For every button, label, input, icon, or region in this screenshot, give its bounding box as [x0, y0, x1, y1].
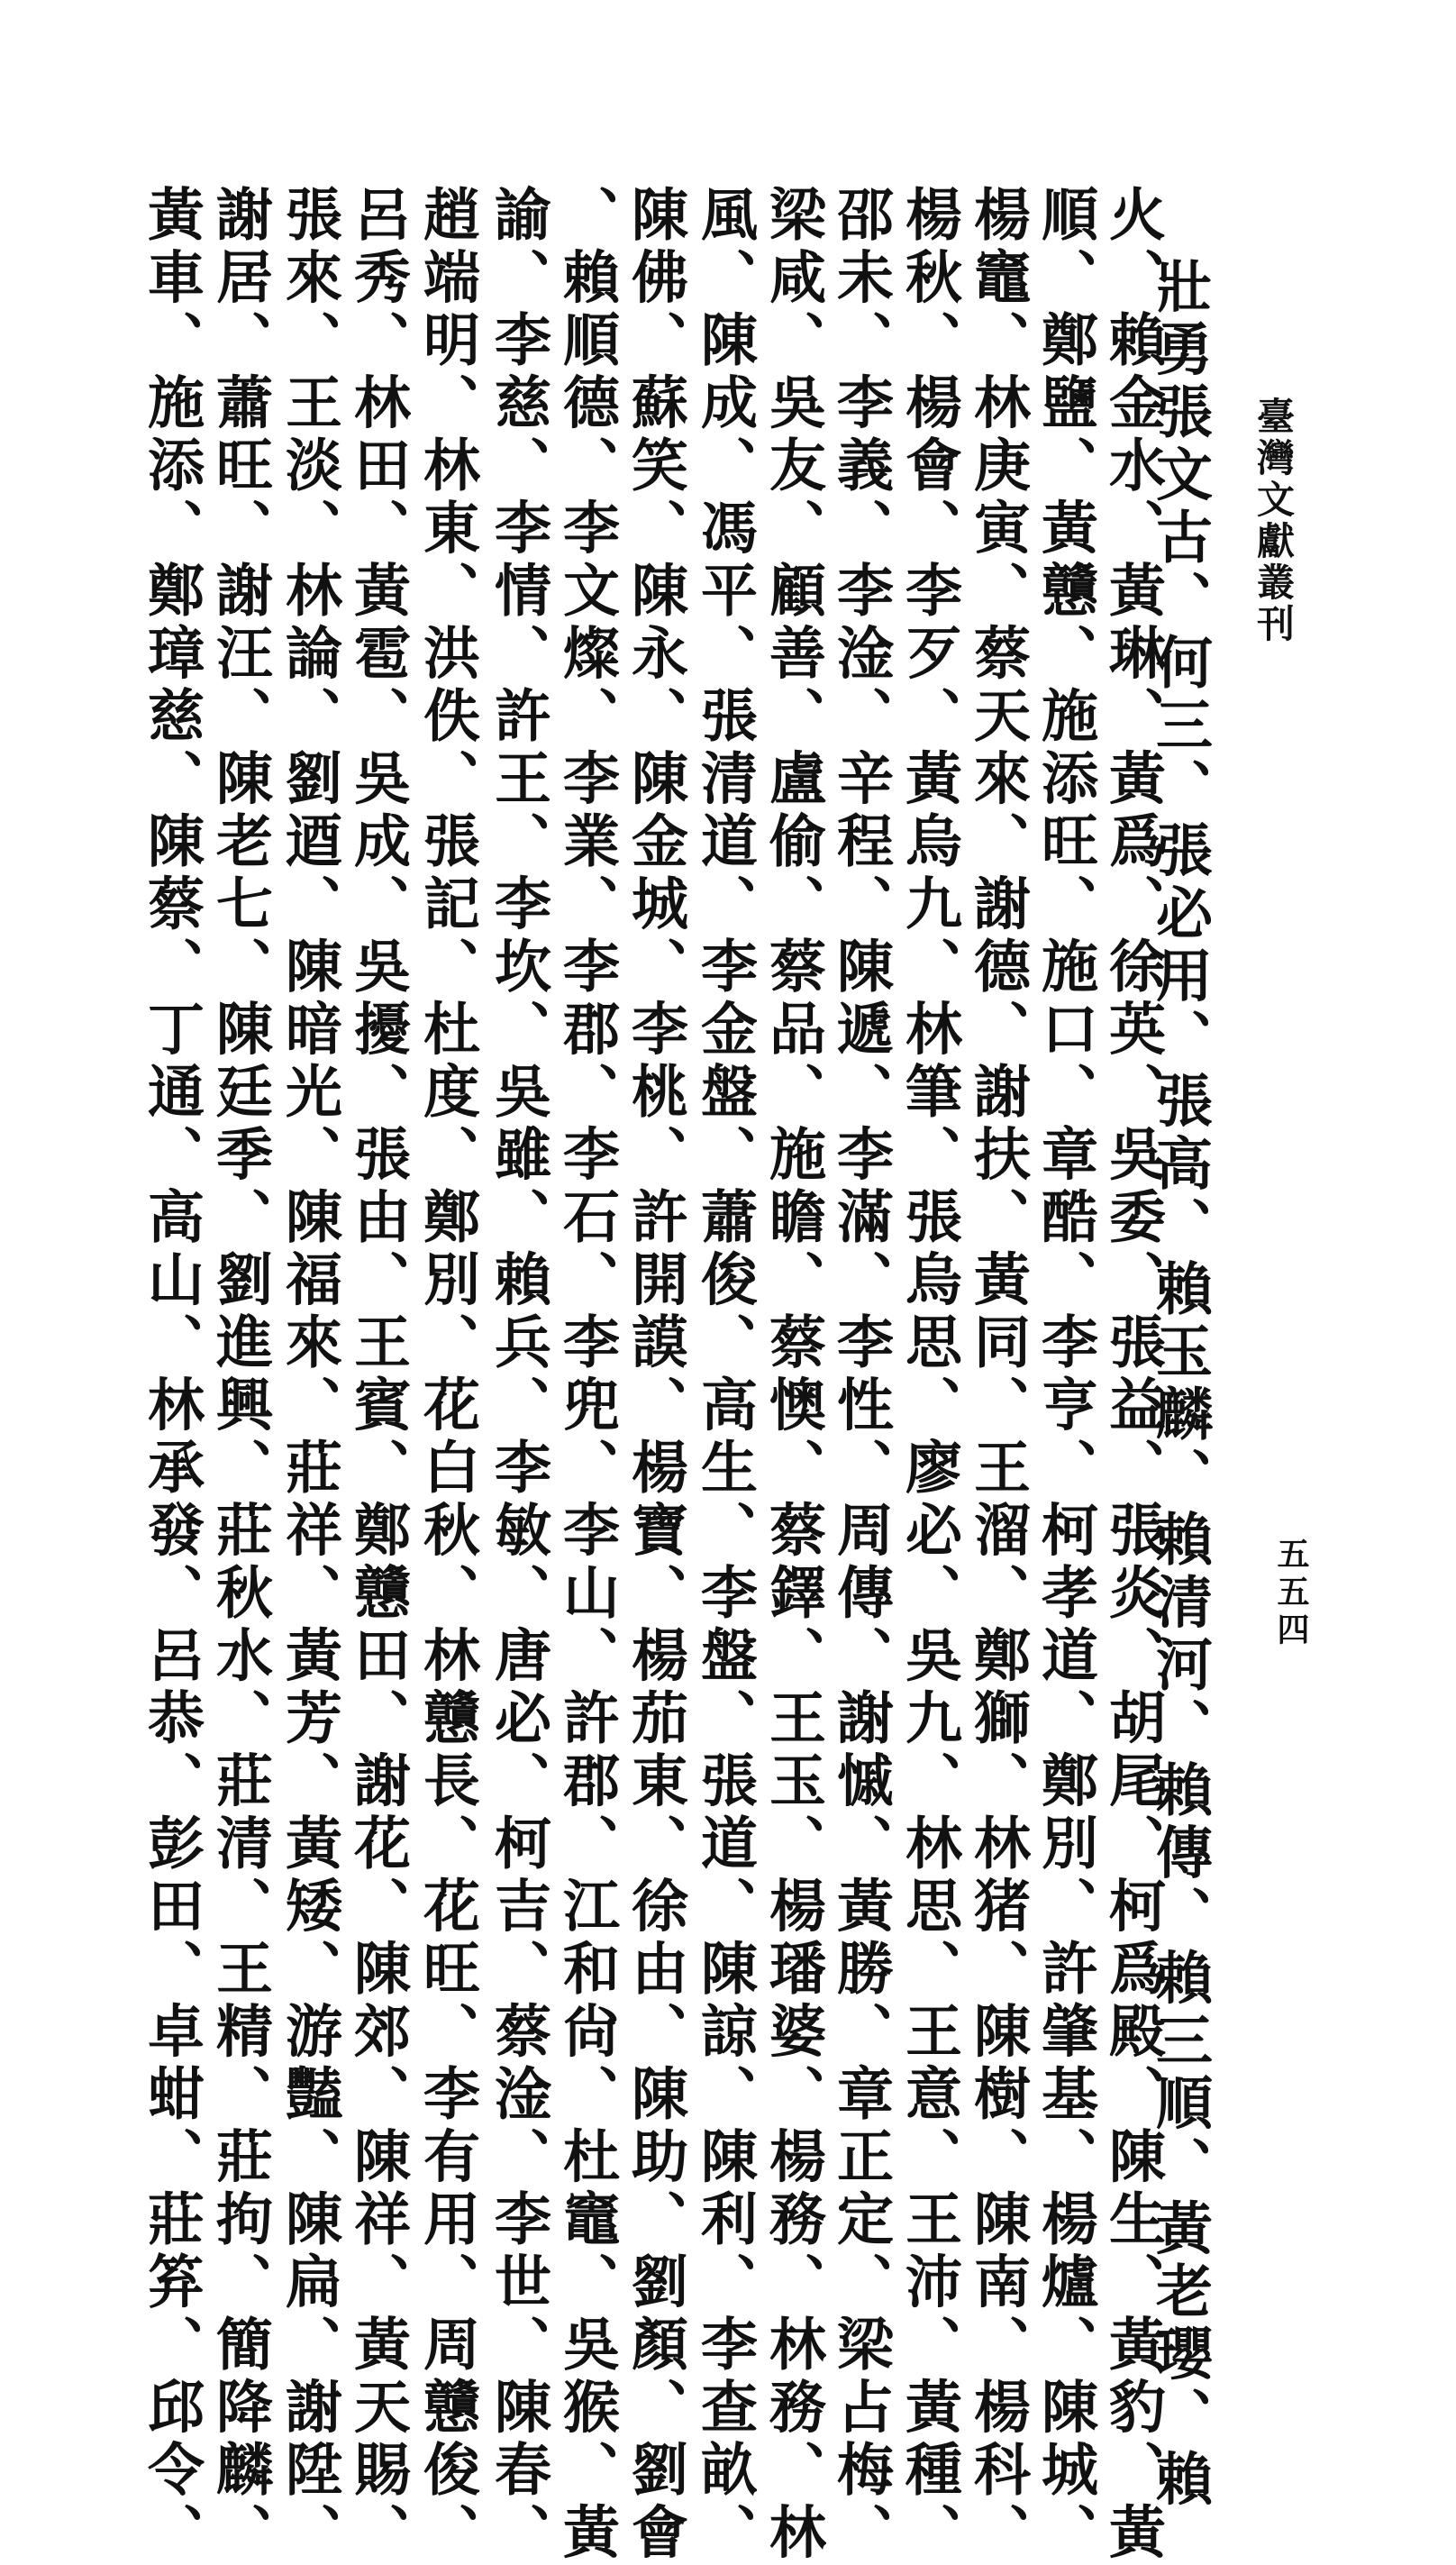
text-column: 謝居、蕭旺、謝汪、陳老七、陳廷季、劉進興、莊秋水、莊清、王精、莊拘、簡降麟、 — [207, 185, 274, 2565]
text-column: 張來、王淡、林論、劉逎、陳暗光、陳福來、莊祥、黃芳、黃矮、游豔、陳扁、謝陞、 — [277, 185, 343, 2565]
text-column: 順、鄭鹽、黃戇、施添旺、施口、章酷、李亨、柯孝道、鄭別、許肇基、楊爐、陳城、 — [1033, 185, 1099, 2565]
text-column: 風、陳成、馮平、張清道、李金盤、蕭俊、高生、李盤、張道、陳諒、陳利、李查畝、 — [692, 185, 759, 2565]
text-column: 、賴順德、李文燦、李業、李郡、李石、李兜、李山、許郡、江和尙、杜竈、吳猴、黃 — [554, 185, 621, 2565]
running-title: 臺灣文獻叢刊 — [1251, 397, 1296, 645]
page-number: 五五四 — [1272, 1537, 1310, 1650]
text-column: 諭、李慈、李情、許王、李坎、吳雖、賴兵、李敏、唐必、柯吉、蔡淦、李世、陳春、 — [486, 185, 552, 2565]
text-column: 趙端明、林東、洪佚、張記、杜度、鄭別、花白秋、林戇長、花旺、李有用、周戇俊、 — [414, 185, 481, 2565]
text-column: 陳佛、蘇笑、陳永、陳金城、李桃、許開謨、楊寶、楊茄東、徐由、陳助、劉顏、劉會 — [623, 185, 689, 2565]
text-column: 呂秀、林田、黃雹、吳成、吳擾、張由、王賓、鄭戇田、謝花、陳郊、陳祥、黃天賜、 — [345, 185, 412, 2565]
text-column: 楊秋、楊會、李歹、黃烏九、林筆、張烏思、廖必、吳九、林思、王意、王沛、黃種、 — [896, 185, 963, 2565]
text-column: 邵未、李義、李淦、辛程、陳遞、李滿、李性、周傳、謝慽、黃勝、章正定、梁占梅、 — [828, 185, 895, 2565]
text-column: 黃車、施添、鄭璋慈、陳蔡、丁通、高山、林承發、呂恭、彭田、卓蚶、莊笲、邱令、 — [139, 185, 205, 2565]
text-column: 梁咸、吳友、顧善、盧偷、蔡品、施瞻、蔡懊、蔡鐸、王玉、楊璠婆、楊務、林務、林 — [760, 185, 827, 2565]
text-column: 壯勇張文古、何三、張必用、張高、賴玉麟、賴清河、賴傳、賴三順、黃老瓔、賴 — [1147, 257, 1214, 2512]
text-column: 火、賴金水、黃琳、黃爲、徐英、吳委、張益、張炎、胡尾、柯爲殿、陳生、黃豹、黃 — [1100, 185, 1167, 2565]
text-column: 楊竈、林庚寅、蔡天來、謝德、謝扶、黃同、王溜、鄭獅、林猪、陳樹、陳南、楊科、 — [965, 185, 1032, 2565]
